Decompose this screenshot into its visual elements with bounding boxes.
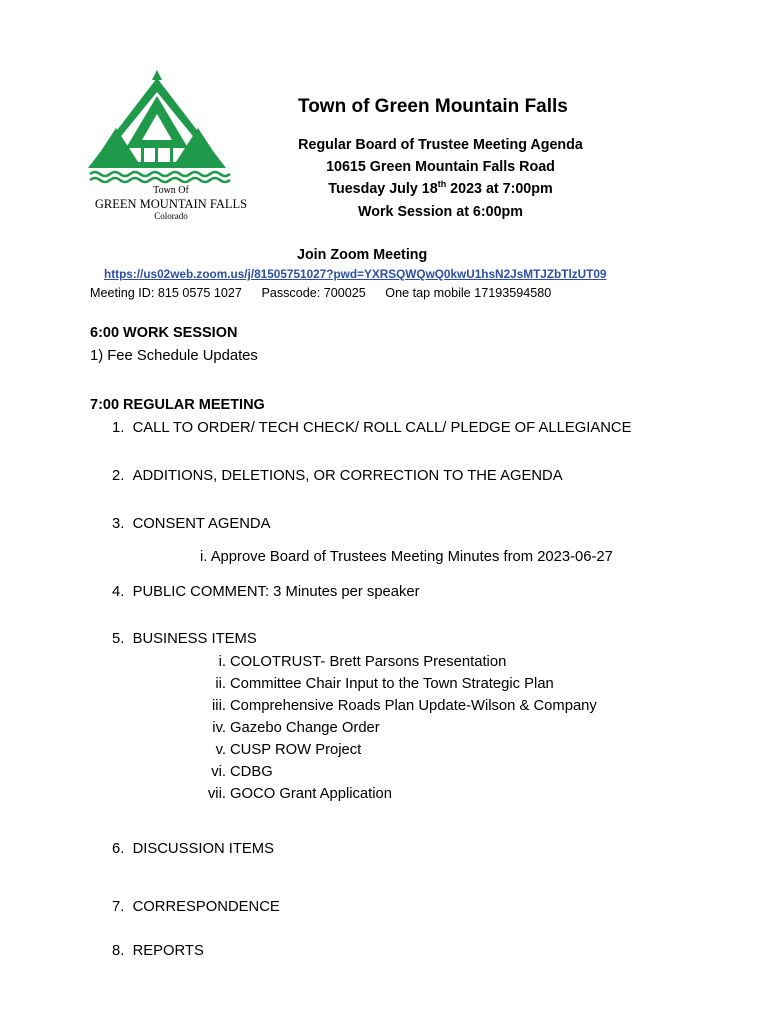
business-subitem: iii. Comprehensive Roads Plan Update-Wilson & Company [212,698,597,714]
agenda-item: 6. DISCUSSION ITEMS [112,841,274,857]
meeting-id: Meeting ID: 815 0575 1027 [90,286,242,300]
one-tap-mobile: One tap mobile 17193594580 [385,286,552,300]
work-session-time: Work Session at 6:00pm [357,204,523,220]
zoom-link[interactable]: https://us02web.zoom.us/j/81505751027?pwd=YXRSQWQwQ0kwU1hsN2JsMTJZbTlzUT09 [104,267,607,281]
business-subitem: vi. CDBG [211,764,273,780]
business-subitem: vii. GOCO Grant Application [207,786,393,802]
business-subitem: i. COLOTRUST- Brett Parsons Presentation [218,654,507,670]
agenda-item: 5. BUSINESS ITEMS [112,631,257,647]
regular-meeting-heading: 7:00 REGULAR MEETING [90,397,265,413]
gazebo-mountain-icon [86,70,244,185]
page-title: Town of Green Mountain Falls [298,96,568,117]
agenda-item: 4. PUBLIC COMMENT: 3 Minutes per speaker [112,584,420,600]
logo-line-3: Colorado [154,211,188,221]
work-session-heading: 6:00 WORK SESSION [90,325,238,341]
work-session-item: 1) Fee Schedule Updates [90,348,258,364]
passcode: Passcode: 700025 [261,286,366,300]
town-logo [86,70,248,228]
logo-line-2: GREEN MOUNTAIN FALLS [94,197,248,211]
agenda-item: 3. CONSENT AGENDA [112,516,271,532]
agenda-item: 2. ADDITIONS, DELETIONS, OR CORRECTION TO THE AGENDA [112,468,563,484]
agenda-subtitle: Regular Board of Trustee Meeting Agenda [298,137,583,153]
address: 10615 Green Mountain Falls Road [326,159,555,175]
business-subitem: v. CUSP ROW Project [215,742,362,758]
meeting-info [90,286,567,300]
business-subitem: ii. Committee Chair Input to the Town Strategic Plan [215,676,554,692]
meeting-date: Tuesday July 18th 2023 at 7:00pm [328,179,553,197]
consent-subitem: i. Approve Board of Trustees Meeting Minutes from 2023-06-27 [200,549,613,565]
business-subitem: iv. Gazebo Change Order [212,720,380,736]
logo-line-1: Town Of [153,185,189,196]
agenda-item: 1. CALL TO ORDER/ TECH CHECK/ ROLL CALL/ PLEDGE OF ALLEGIANCE [112,420,632,436]
agenda-item: 7. CORRESPONDENCE [112,899,280,915]
agenda-item: 8. REPORTS [112,943,204,959]
zoom-heading: Join Zoom Meeting [297,247,428,263]
